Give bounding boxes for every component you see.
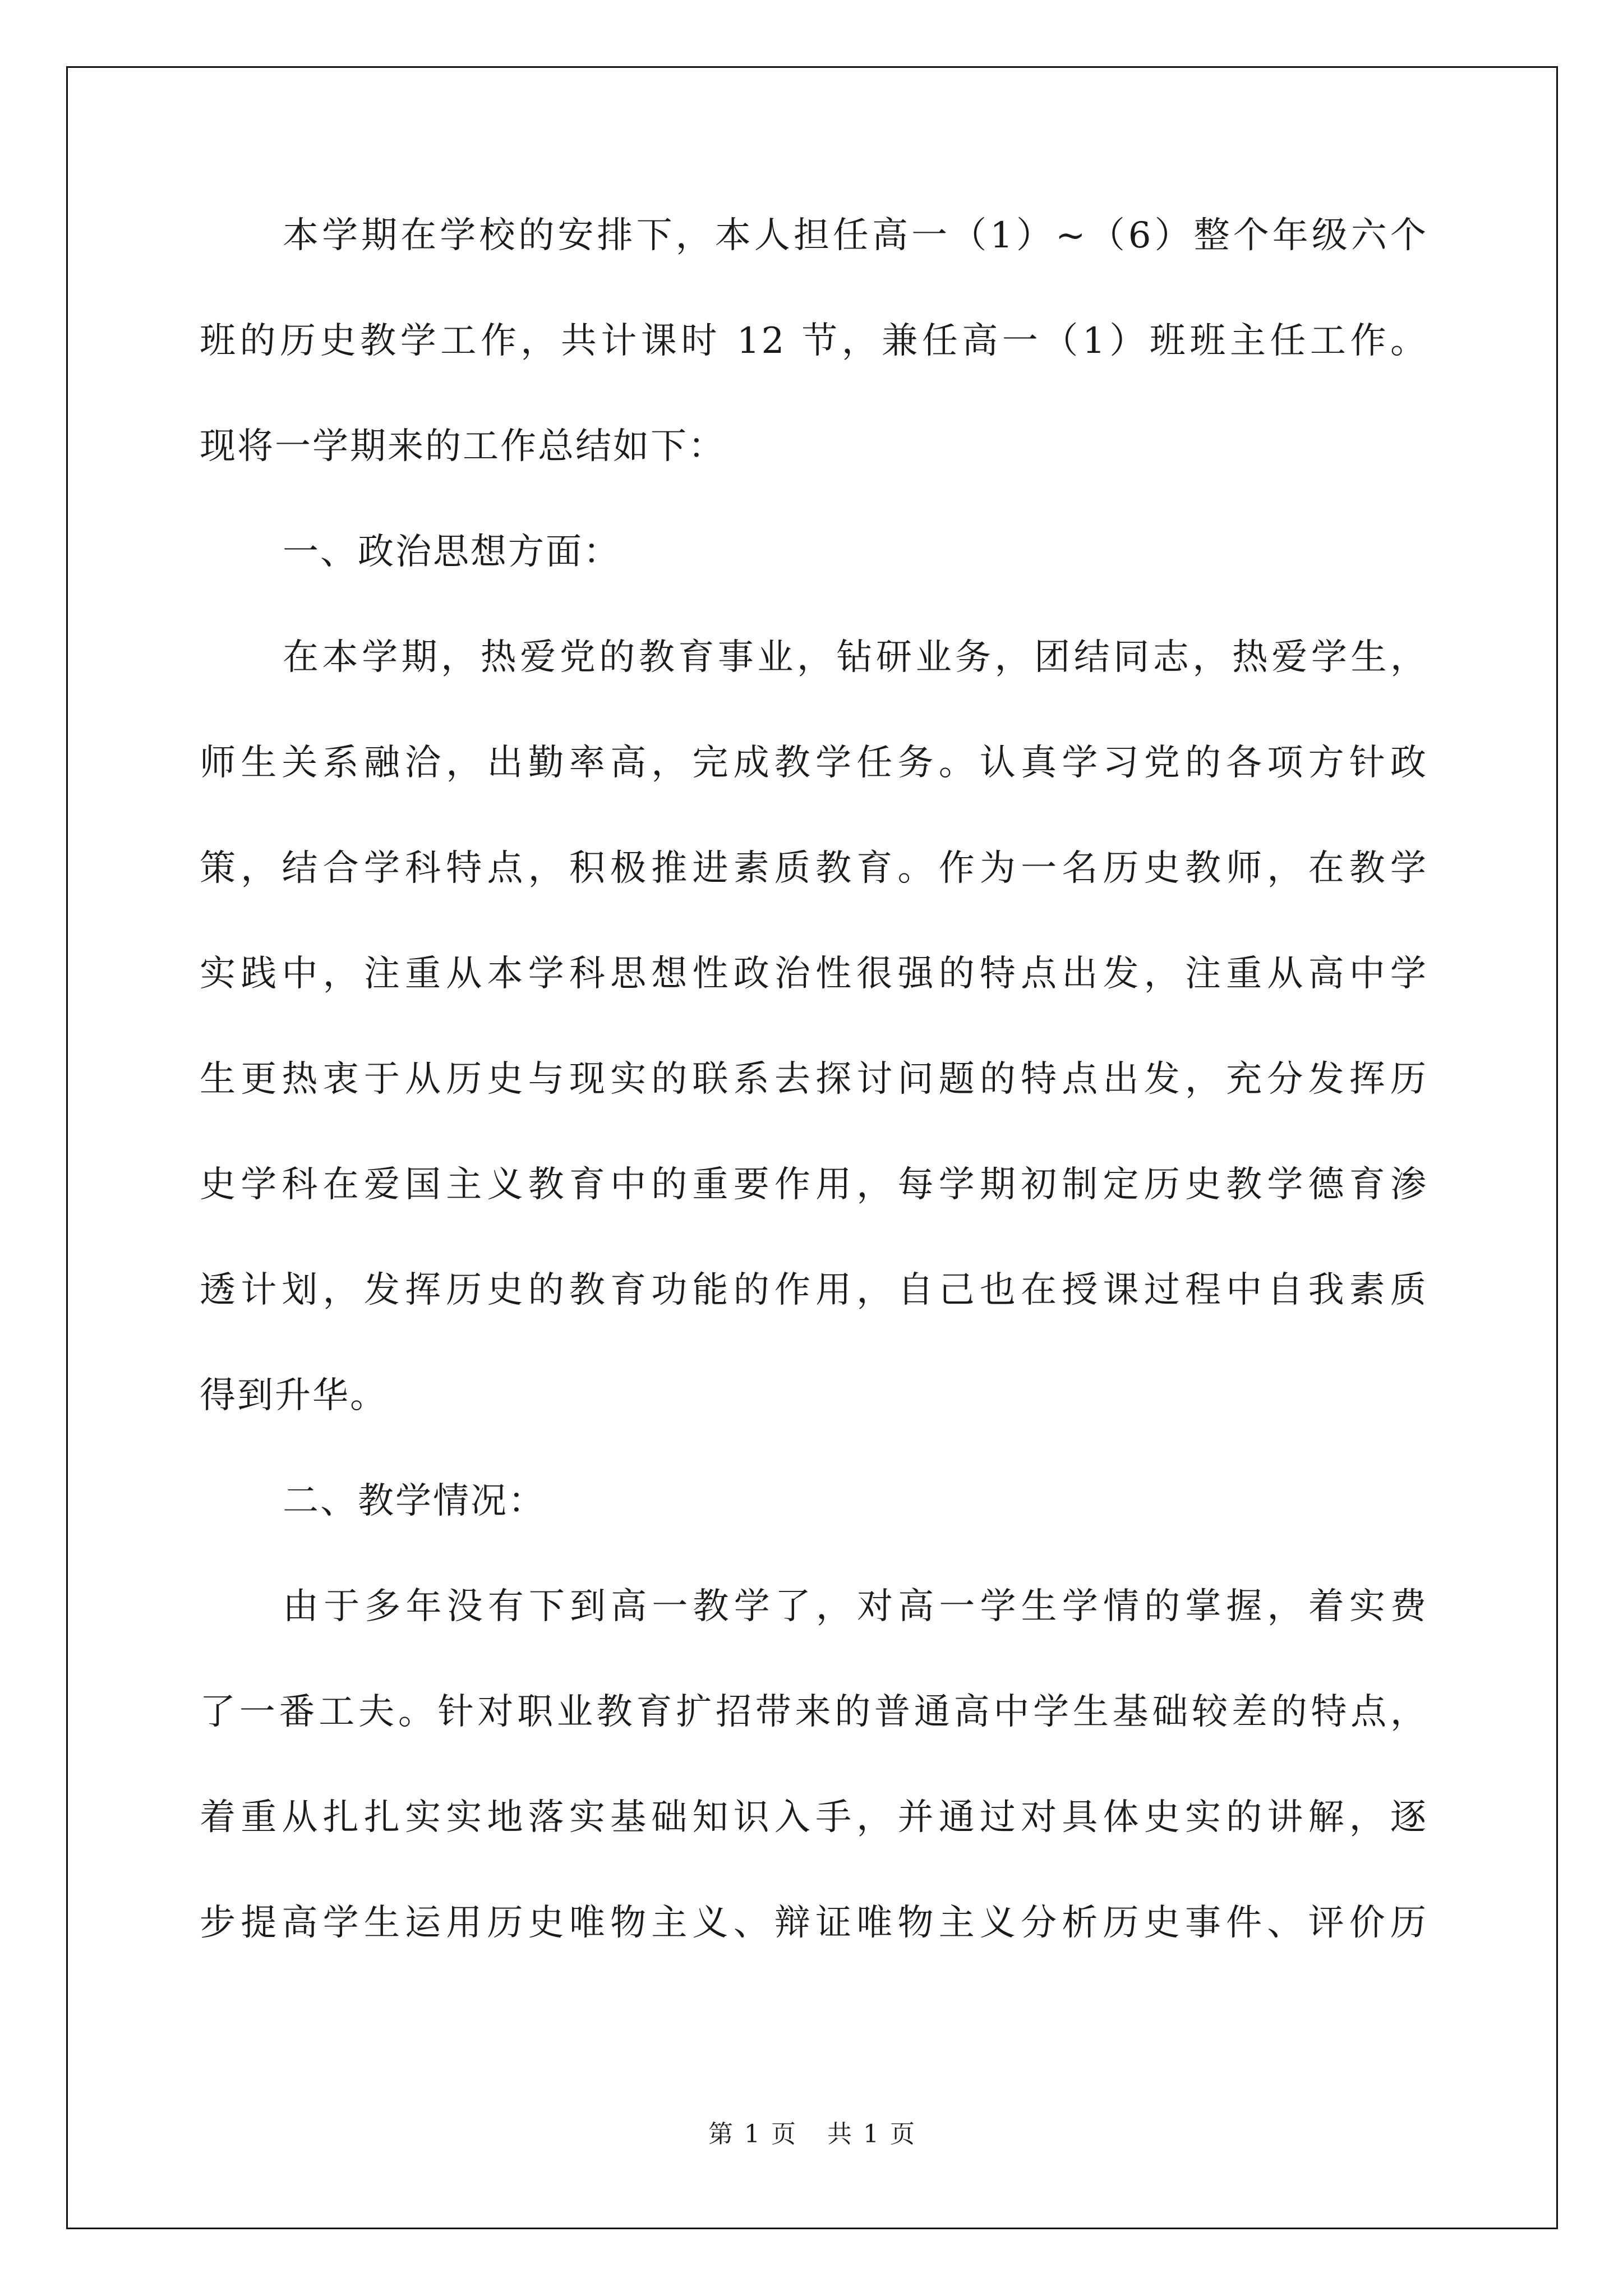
paragraph-line: 生更热衷于从历史与现实的联系去探讨问题的特点出发，充分发挥历 bbox=[200, 1059, 1428, 1100]
paragraph-line: 透计划，发挥历史的教育功能的作用，自己也在授课过程中自我素质 bbox=[200, 1269, 1428, 1311]
paragraph-line: 本学期在学校的安排下，本人担任高一（1）~（6）整个年级六个 bbox=[283, 215, 1428, 256]
paragraph-line: 实践中，注重从本学科思想性政治性很强的特点出发，注重从高中学 bbox=[200, 953, 1428, 995]
section-heading: 一、政治思想方面： bbox=[283, 531, 621, 573]
paragraph-line: 得到升华。 bbox=[200, 1375, 388, 1416]
paragraph-line: 班的历史教学工作，共计课时 12 节，兼任高一（1）班班主任工作。 bbox=[200, 320, 1428, 362]
paragraph-line: 步提高学生运用历史唯物主义、辩证唯物主义分析历史事件、评价历 bbox=[200, 1902, 1428, 1944]
page-number: 第 1 页 bbox=[708, 2120, 796, 2148]
paragraph-line: 在本学期，热爱党的教育事业，钻研业务，团结同志，热爱学生， bbox=[283, 637, 1428, 678]
page-footer bbox=[0, 2122, 1623, 2147]
page-total: 共 1 页 bbox=[827, 2120, 915, 2148]
paragraph-line: 现将一学期来的工作总结如下： bbox=[200, 426, 726, 467]
paragraph-line: 着重从扎扎实实地落实基础知识入手，并通过对具体史实的讲解，逐 bbox=[200, 1797, 1428, 1838]
paragraph-line: 策，结合学科特点，积极推进素质教育。作为一名历史教师，在教学 bbox=[200, 848, 1428, 889]
paragraph-line: 由于多年没有下到高一教学了，对高一学生学情的掌握，着实费 bbox=[283, 1586, 1428, 1627]
section-heading: 二、教学情况： bbox=[283, 1480, 546, 1522]
paragraph-line: 史学科在爱国主义教育中的重要作用，每学期初制定历史教学德育渗 bbox=[200, 1164, 1428, 1205]
paragraph-line: 了一番工夫。针对职业教育扩招带来的普通高中学生基础较差的特点， bbox=[200, 1691, 1428, 1733]
paragraph-line: 师生关系融洽，出勤率高，完成教学任务。认真学习党的各项方针政 bbox=[200, 742, 1428, 784]
document-body bbox=[200, 215, 1428, 2010]
